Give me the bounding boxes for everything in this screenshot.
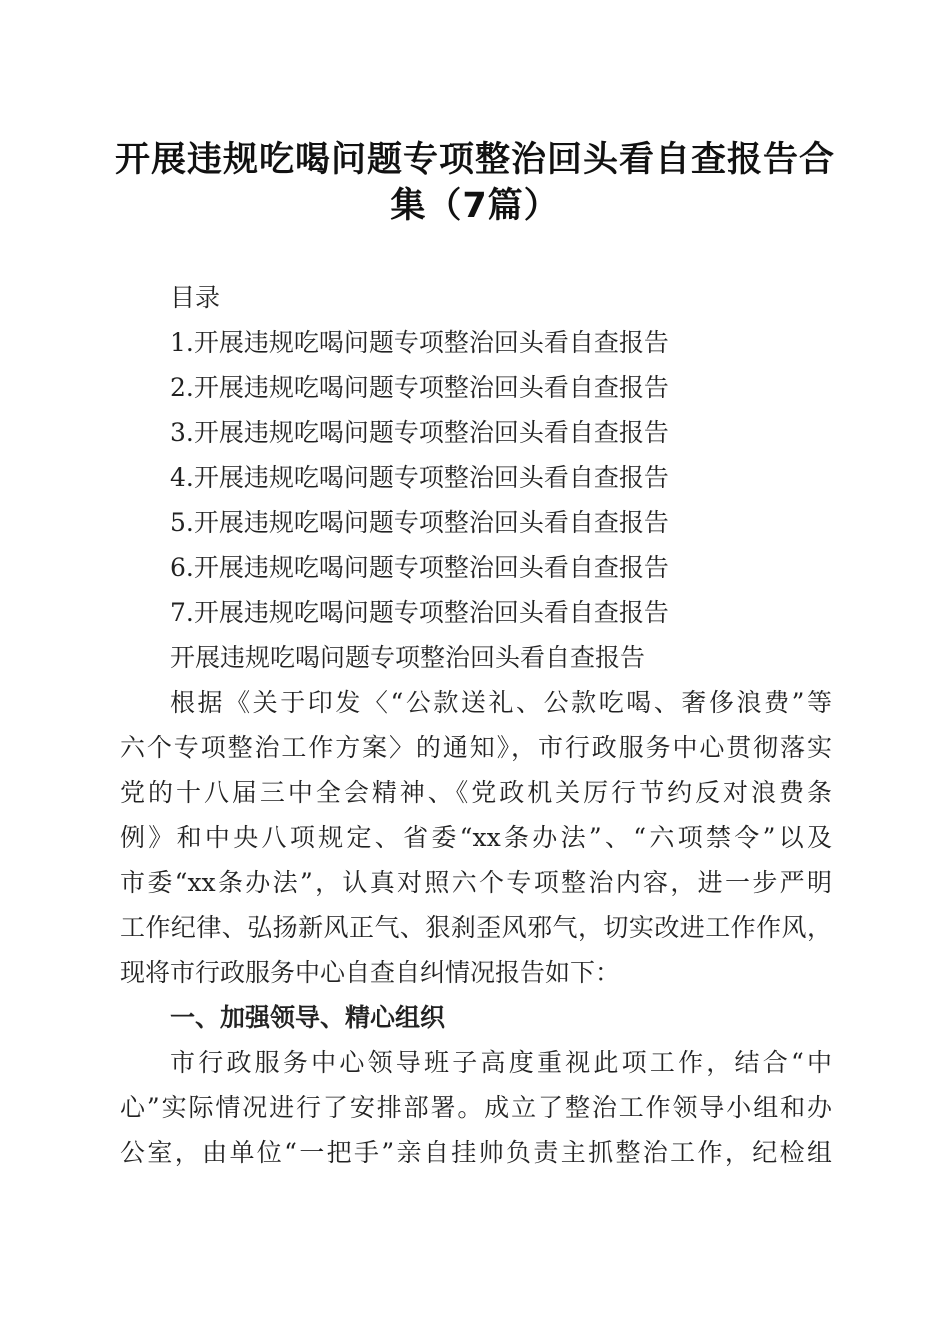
paragraph-line: 党的十八届三中全会精神、《党政机关厉行节约反对浪费条	[120, 778, 832, 807]
toc-item: 4.开展违规吃喝问题专项整治回头看自查报告	[170, 463, 669, 492]
paragraph-line: 现将市行政服务中心自查自纠情况报告如下：	[120, 958, 621, 987]
toc-item: 7.开展违规吃喝问题专项整治回头看自查报告	[170, 598, 669, 627]
paragraph-line: 公室，由单位“一把手”亲自挂帅负责主抓整治工作，纪检组	[120, 1138, 832, 1167]
section-heading: 一、加强领导、精心组织	[170, 1003, 446, 1032]
paragraph-line: 工作纪律、弘扬新风正气、狠刹歪风邪气，切实改进工作作风，	[120, 913, 832, 942]
toc-label: 目录	[170, 283, 221, 312]
document-title-line-2: 集（7篇）	[390, 186, 560, 226]
toc-item: 1.开展违规吃喝问题专项整治回头看自查报告	[170, 328, 669, 357]
paragraph-line: 心”实际情况进行了安排部署。成立了整治工作领导小组和办	[120, 1093, 832, 1122]
article-title: 开展违规吃喝问题专项整治回头看自查报告	[170, 643, 646, 672]
paragraph-line: 市委“xx条办法”，认真对照六个专项整治内容，进一步严明	[120, 868, 832, 897]
toc-item: 5.开展违规吃喝问题专项整治回头看自查报告	[170, 508, 669, 537]
document-title-line-1: 开展违规吃喝问题专项整治回头看自查报告合	[114, 140, 835, 180]
toc-item: 3.开展违规吃喝问题专项整治回头看自查报告	[170, 418, 669, 447]
toc-item: 6.开展违规吃喝问题专项整治回头看自查报告	[170, 553, 669, 582]
paragraph-line: 根据《关于印发〈“公款送礼、公款吃喝、奢侈浪费”等	[170, 688, 832, 717]
paragraph-line: 例》和中央八项规定、省委“xx条办法”、“六项禁令”以及	[120, 823, 832, 852]
paragraph-line: 六个专项整治工作方案〉的通知》，市行政服务中心贯彻落实	[120, 733, 832, 762]
paragraph-line: 市行政服务中心领导班子高度重视此项工作，结合“中	[170, 1048, 832, 1077]
toc-item: 2.开展违规吃喝问题专项整治回头看自查报告	[170, 373, 669, 402]
